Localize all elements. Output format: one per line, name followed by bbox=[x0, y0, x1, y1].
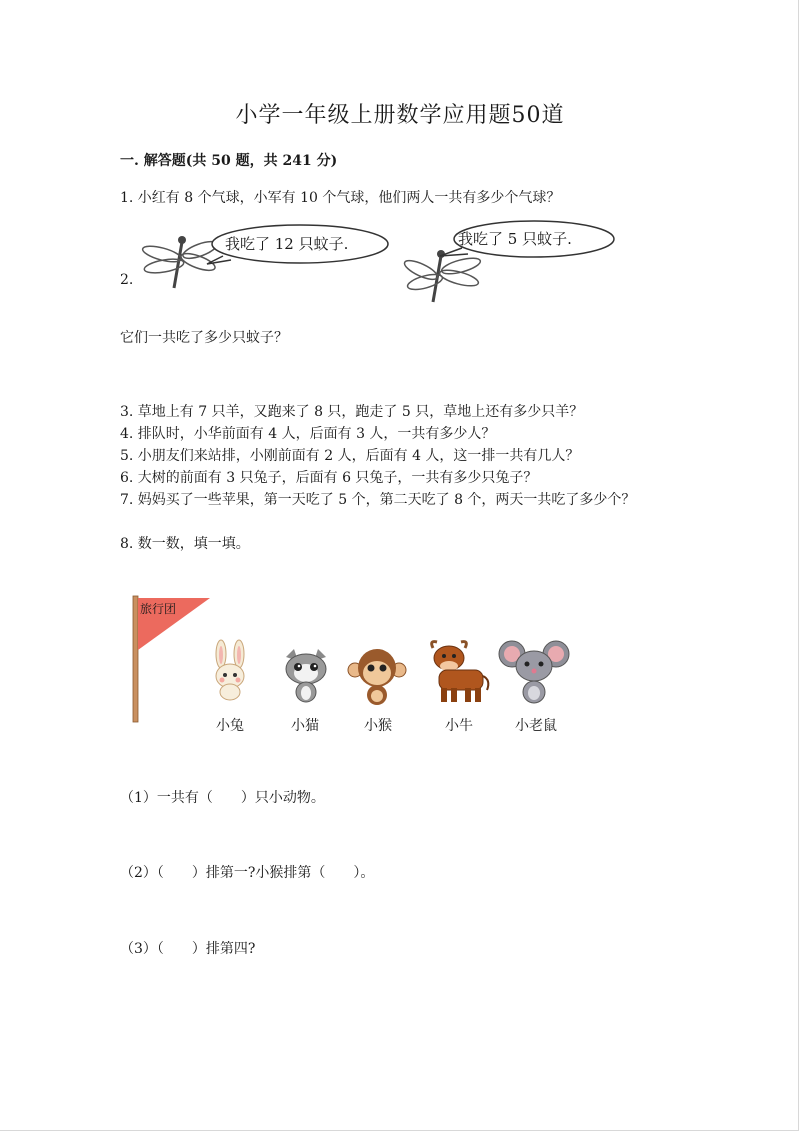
question-4: 4. 排队时，小华前面有 4 人，后面有 3 人，一共有多少人？ bbox=[120, 426, 496, 442]
bubble-text-left: 我吃了 12 只蚊子. bbox=[225, 235, 349, 253]
monkey-icon bbox=[347, 648, 407, 706]
question-5: 5. 小朋友们来站排，小刚前面有 2 人，后面有 4 人，这一排一共有几人？ bbox=[120, 448, 580, 464]
animal-label-monkey: 小猴 bbox=[364, 718, 392, 734]
animal-label-cow: 小牛 bbox=[445, 718, 473, 734]
question-6: 6. 大树的前面有 3 只兔子，后面有 6 只兔子，一共有多少只兔子？ bbox=[120, 470, 538, 486]
sub-question-3: （3）（ ）排第四? bbox=[120, 941, 256, 957]
question-2-number: 2. bbox=[120, 272, 134, 288]
sub-question-2: （2）（ ）排第一?小猴排第（ ）。 bbox=[120, 865, 375, 881]
sub-question-1: （1）一共有（ ）只小动物。 bbox=[120, 790, 325, 806]
animal-label-rabbit: 小兔 bbox=[216, 718, 244, 734]
flag-text: 旅行团 bbox=[140, 602, 177, 616]
animal-label-cat: 小猫 bbox=[291, 718, 319, 734]
rabbit-icon bbox=[203, 640, 257, 700]
page-title: 小学一年级上册数学应用题50道 bbox=[235, 103, 565, 128]
question-7: 7. 妈妈买了一些苹果，第一天吃了 5 个，第二天吃了 8 个，两天一共吃了多少个？ bbox=[120, 492, 636, 508]
question-1: 1. 小红有 8 个气球，小军有 10 个气球，他们两人一共有多少个气球？ bbox=[120, 190, 561, 206]
section-heading: 一. 解答题(共 50 题，共 241 分) bbox=[120, 153, 338, 169]
question-3: 3. 草地上有 7 只羊，又跑来了 8 只，跑走了 5 只，草地上还有多少只羊？ bbox=[120, 404, 584, 420]
cow-icon bbox=[425, 638, 493, 708]
bubble-text-right: 我吃了 5 只蚊子. bbox=[458, 230, 572, 248]
question-8: 8. 数一数，填一填。 bbox=[120, 536, 250, 552]
mouse-icon bbox=[498, 638, 570, 706]
animal-label-mouse: 小老鼠 bbox=[515, 718, 557, 734]
cat-icon bbox=[278, 647, 334, 703]
question-2-text: 它们一共吃了多少只蚊子？ bbox=[120, 330, 288, 346]
